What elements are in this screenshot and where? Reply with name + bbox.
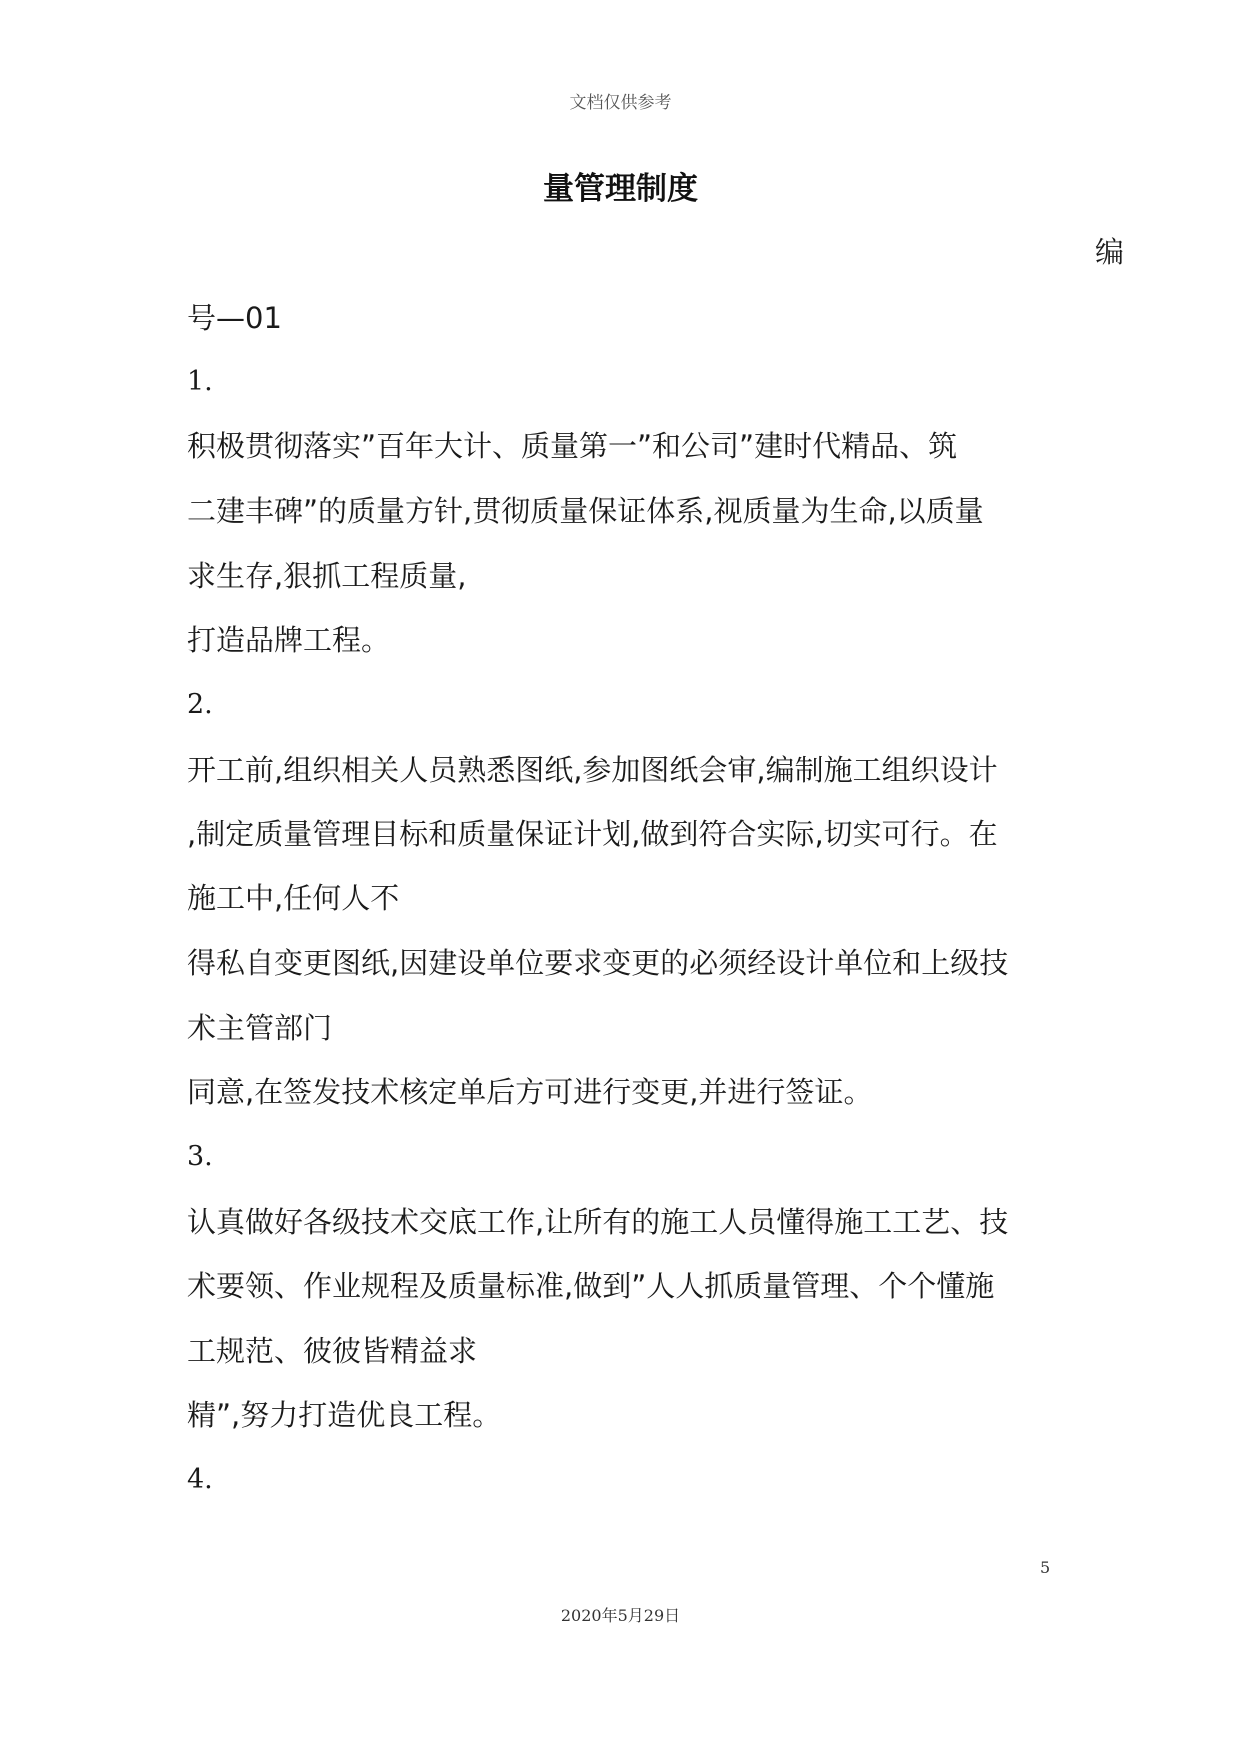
body-line: 认真做好各级技术交底工作,让所有的施工人员懂得施工工艺、技 — [187, 1205, 1009, 1239]
body-line: ,制定质量管理目标和质量保证计划,做到符合实际,切实可行。在 — [187, 817, 998, 851]
document-title: 量管理制度 — [543, 171, 698, 207]
body-line: 工规范、彼彼皆精益求 — [187, 1334, 478, 1368]
body-line: 精”,努力打造优良工程。 — [187, 1398, 502, 1432]
body-line: 积极贯彻落实”百年大计、质量第一”和公司”建时代精品、筑 — [187, 429, 958, 463]
body-line: 术主管部门 — [187, 1011, 333, 1045]
body-line: 得私自变更图纸,因建设单位要求变更的必须经设计单位和上级技 — [187, 946, 1009, 980]
right-aligned-char: 编 — [1095, 235, 1125, 269]
footer-date: 2020年5月29日 — [560, 1606, 681, 1625]
header-note: 文档仅供参考 — [569, 93, 672, 113]
body-line: 开工前,组织相关人员熟悉图纸,参加图纸会审,编制施工组织设计 — [187, 753, 998, 787]
section-number-1: 1. — [187, 366, 213, 397]
section-number-3: 3. — [187, 1141, 213, 1172]
body-line: 求生存,狠抓工程质量, — [187, 559, 467, 593]
body-line: 打造品牌工程。 — [187, 623, 391, 657]
section-number-4: 4. — [187, 1464, 213, 1495]
body-line: 术要领、作业规程及质量标准,做到”人人抓质量管理、个个懂施 — [187, 1269, 995, 1303]
body-line: 施工中,任何人不 — [187, 881, 400, 915]
body-line: 二建丰碑”的质量方针,贯彻质量保证体系,视质量为生命,以质量 — [187, 494, 984, 528]
body-line: 同意,在签发技术核定单后方可进行变更,并进行签证。 — [187, 1075, 873, 1109]
page-number: 5 — [1040, 1558, 1051, 1577]
body-line-doc-number: 号—01 — [187, 301, 282, 335]
section-number-2: 2. — [187, 689, 213, 720]
